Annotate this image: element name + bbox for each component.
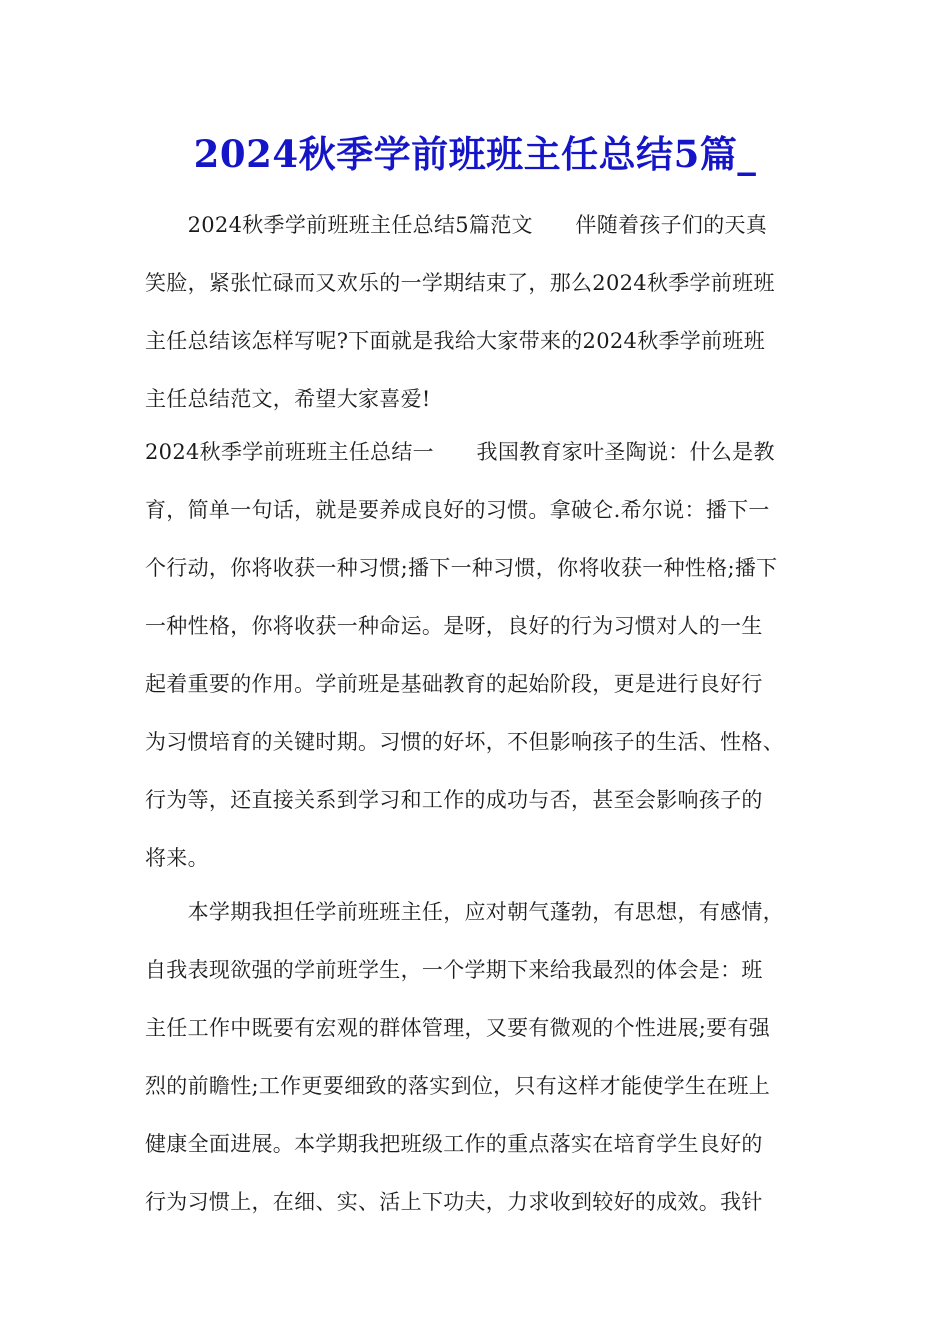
document-title: 2024秋季学前班班主任总结5篇_ xyxy=(193,132,757,176)
paragraph-summary-one xyxy=(145,423,810,887)
paragraph-intro xyxy=(145,196,810,428)
text-line: 起着重要的作用。学前班是基础教育的起始阶段，更是进行良好行 xyxy=(145,672,763,696)
paragraph-semester xyxy=(145,883,810,1231)
text-line: 本学期我担任学前班班主任，应对朝气蓬勃，有思想，有感情， xyxy=(145,900,784,924)
text-line: 自我表现欲强的学前班学生，一个学期下来给我最烈的体会是：班 xyxy=(145,958,763,982)
text-line: 一种性格，你将收获一种命运。是呀，良好的行为习惯对人的一生 xyxy=(145,614,763,638)
text-line: 主任工作中既要有宏观的群体管理，又要有微观的个性进展;要有强 xyxy=(145,1016,771,1040)
text-line: 2024秋季学前班班主任总结一 我国教育家叶圣陶说：什么是教 xyxy=(145,440,775,464)
text-line: 健康全面进展。本学期我把班级工作的重点落实在培育学生良好的 xyxy=(145,1132,763,1156)
text-line: 主任总结该怎样写呢?下面就是我给大家带来的2024秋季学前班班 xyxy=(145,329,765,353)
text-line: 为习惯培育的关键时期。习惯的好坏，不但影响孩子的生活、性格、 xyxy=(145,730,784,754)
text-line: 个行动，你将收获一种习惯;播下一种习惯，你将收获一种性格;播下 xyxy=(145,556,778,580)
text-line: 2024秋季学前班班主任总结5篇范文 伴随着孩子们的天真 xyxy=(145,213,768,237)
text-line: 将来。 xyxy=(145,846,209,870)
text-line: 行为等，还直接关系到学习和工作的成功与否，甚至会影响孩子的 xyxy=(145,788,763,812)
text-line: 烈的前瞻性;工作更要细致的落实到位，只有这样才能使学生在班上 xyxy=(145,1074,771,1098)
text-line: 育，简单一句话，就是要养成良好的习惯。拿破仑.希尔说：播下一 xyxy=(145,498,770,522)
text-line: 主任总结范文，希望大家喜爱! xyxy=(145,387,431,411)
text-line: 行为习惯上，在细、实、活上下功夫，力求收到较好的成效。我针 xyxy=(145,1190,763,1214)
text-line: 笑脸，紧张忙碌而又欢乐的一学期结束了，那么2024秋季学前班班 xyxy=(145,271,775,295)
